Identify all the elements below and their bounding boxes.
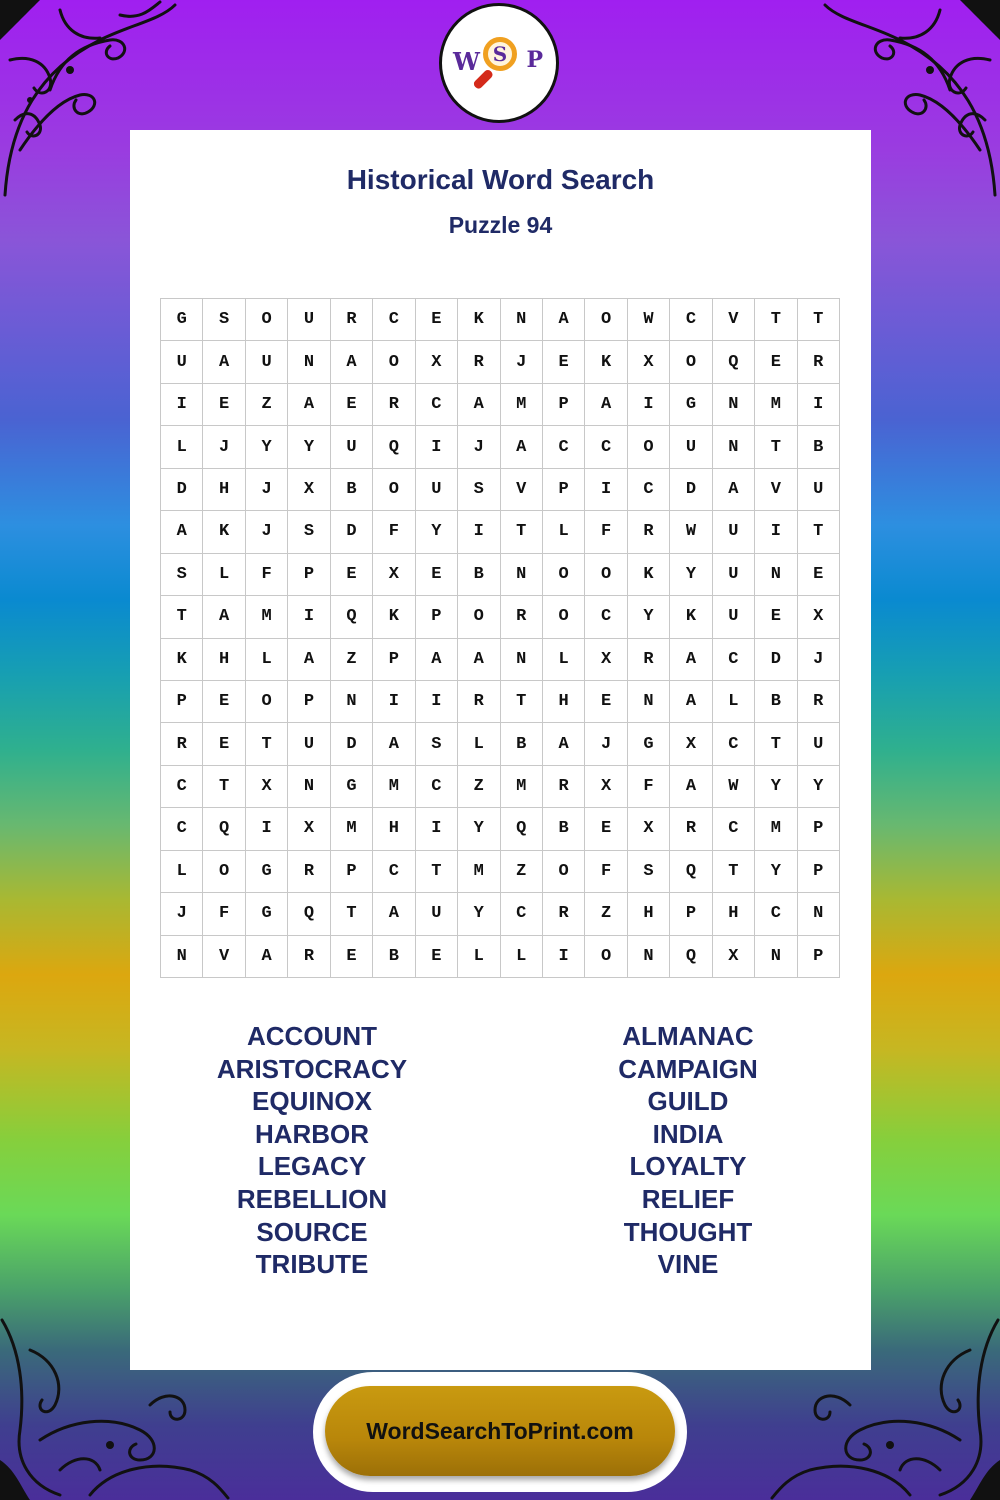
grid-cell[interactable]: D [331, 723, 373, 765]
grid-cell[interactable]: K [585, 341, 627, 383]
grid-cell[interactable]: B [501, 723, 543, 765]
puzzle-number: Puzzle 94 [448, 212, 553, 238]
grid-cell[interactable]: X [288, 469, 330, 511]
grid-cell[interactable]: K [458, 299, 500, 341]
site-link-button[interactable] [325, 1386, 675, 1476]
grid-cell[interactable]: R [628, 511, 670, 553]
grid-cell[interactable]: I [543, 936, 585, 978]
grid-cell[interactable]: W [670, 511, 712, 553]
grid-cell[interactable]: J [246, 511, 288, 553]
grid-cell[interactable]: U [288, 723, 330, 765]
grid-cell[interactable]: F [373, 511, 415, 553]
grid-cell[interactable]: R [798, 341, 840, 383]
grid-cell[interactable]: U [416, 469, 458, 511]
grid-cell[interactable]: I [373, 681, 415, 723]
word-list-item: RELIEF [641, 1183, 735, 1214]
grid-cell[interactable]: E [331, 384, 373, 426]
word-list-item: LEGACY [257, 1151, 367, 1182]
logo-letter-w: W [453, 47, 480, 76]
grid-cell[interactable]: L [543, 511, 585, 553]
grid-cell[interactable]: Q [713, 341, 755, 383]
grid-cell[interactable]: W [628, 299, 670, 341]
grid-cell[interactable]: B [458, 554, 500, 596]
grid-cell[interactable]: O [628, 426, 670, 468]
grid-cell[interactable]: A [501, 426, 543, 468]
grid-cell[interactable]: L [161, 851, 203, 893]
grid-cell[interactable]: L [161, 426, 203, 468]
word-list-item: HARBOR [254, 1118, 370, 1149]
grid-cell[interactable]: I [416, 681, 458, 723]
grid-cell[interactable]: E [331, 554, 373, 596]
grid-cell[interactable]: I [798, 384, 840, 426]
grid-cell[interactable]: J [585, 723, 627, 765]
grid-cell[interactable]: G [670, 384, 712, 426]
grid-cell[interactable]: C [755, 893, 797, 935]
grid-cell[interactable]: P [373, 639, 415, 681]
grid-cell[interactable]: Y [670, 554, 712, 596]
grid-cell[interactable]: P [798, 851, 840, 893]
grid-cell[interactable]: J [203, 426, 245, 468]
grid-cell[interactable]: Q [331, 596, 373, 638]
grid-cell[interactable]: Z [458, 766, 500, 808]
grid-cell[interactable]: Q [670, 851, 712, 893]
grid-cell[interactable]: A [331, 341, 373, 383]
grid-cell[interactable]: U [288, 299, 330, 341]
grid-cell[interactable]: J [458, 426, 500, 468]
grid-cell[interactable]: O [585, 299, 627, 341]
grid-cell[interactable]: J [246, 469, 288, 511]
grid-cell[interactable]: N [798, 893, 840, 935]
grid-cell[interactable]: X [585, 766, 627, 808]
grid-cell[interactable]: E [585, 808, 627, 850]
grid-cell[interactable]: T [798, 511, 840, 553]
word-list-item: GUILD [647, 1086, 729, 1117]
grid-cell[interactable]: N [331, 681, 373, 723]
grid-cell[interactable]: D [331, 511, 373, 553]
grid-cell[interactable]: E [798, 554, 840, 596]
grid-cell[interactable]: A [246, 936, 288, 978]
magnifier-logo-icon [449, 33, 549, 93]
grid-cell[interactable]: T [755, 426, 797, 468]
grid-cell[interactable]: M [755, 384, 797, 426]
grid-cell[interactable]: P [543, 384, 585, 426]
grid-cell[interactable]: N [288, 341, 330, 383]
grid-cell[interactable]: I [585, 469, 627, 511]
grid-cell[interactable]: H [203, 639, 245, 681]
grid-cell[interactable]: N [713, 384, 755, 426]
grid-cell[interactable]: C [161, 766, 203, 808]
grid-cell[interactable]: U [713, 511, 755, 553]
grid-cell[interactable]: U [246, 341, 288, 383]
grid-cell[interactable]: E [416, 936, 458, 978]
grid-cell[interactable]: Y [755, 851, 797, 893]
grid-cell[interactable]: X [628, 808, 670, 850]
grid-cell[interactable]: P [798, 936, 840, 978]
grid-cell[interactable]: K [373, 596, 415, 638]
grid-cell[interactable]: O [585, 554, 627, 596]
grid-cell[interactable]: O [585, 936, 627, 978]
grid-cell[interactable]: H [543, 681, 585, 723]
grid-cell[interactable]: C [373, 299, 415, 341]
grid-cell[interactable]: N [501, 299, 543, 341]
grid-cell[interactable]: E [755, 596, 797, 638]
grid-cell[interactable]: L [501, 936, 543, 978]
grid-cell[interactable]: A [543, 723, 585, 765]
grid-cell[interactable]: F [203, 893, 245, 935]
grid-cell[interactable]: F [585, 851, 627, 893]
grid-cell[interactable]: T [331, 893, 373, 935]
grid-cell[interactable]: D [755, 639, 797, 681]
grid-cell[interactable]: I [288, 596, 330, 638]
grid-cell[interactable]: B [331, 469, 373, 511]
grid-cell[interactable]: P [331, 851, 373, 893]
grid-cell[interactable]: U [798, 723, 840, 765]
grid-cell[interactable]: T [203, 766, 245, 808]
grid-cell[interactable]: E [755, 341, 797, 383]
page-title: Historical Word Search [346, 164, 655, 195]
grid-cell[interactable]: M [331, 808, 373, 850]
grid-cell[interactable]: E [203, 681, 245, 723]
grid-cell[interactable]: C [713, 723, 755, 765]
logo-letter-p: P [526, 47, 543, 73]
grid-cell[interactable]: C [628, 469, 670, 511]
grid-cell[interactable]: P [288, 554, 330, 596]
grid-cell[interactable]: P [543, 469, 585, 511]
word-list-item: INDIA [652, 1118, 724, 1149]
grid-cell[interactable]: Y [755, 766, 797, 808]
grid-cell[interactable]: L [203, 554, 245, 596]
grid-cell[interactable]: G [246, 851, 288, 893]
logo-letter-s: S [483, 37, 517, 71]
grid-cell[interactable]: R [331, 299, 373, 341]
grid-cell[interactable]: R [798, 681, 840, 723]
grid-cell[interactable]: X [416, 341, 458, 383]
grid-cell[interactable]: X [713, 936, 755, 978]
grid-cell[interactable]: P [670, 893, 712, 935]
grid-cell[interactable]: C [416, 766, 458, 808]
grid-cell[interactable]: U [713, 554, 755, 596]
grid-cell[interactable]: O [543, 554, 585, 596]
grid-cell[interactable]: A [670, 681, 712, 723]
grid-cell[interactable]: A [203, 341, 245, 383]
grid-cell[interactable]: N [628, 936, 670, 978]
grid-cell[interactable]: O [373, 469, 415, 511]
grid-cell[interactable]: Y [246, 426, 288, 468]
word-list-item: LOYALTY [629, 1151, 747, 1182]
grid-cell[interactable]: R [670, 808, 712, 850]
grid-cell[interactable]: V [713, 299, 755, 341]
grid-cell[interactable]: Y [458, 808, 500, 850]
grid-cell[interactable]: F [628, 766, 670, 808]
grid-cell[interactable]: P [161, 681, 203, 723]
grid-cell[interactable]: X [246, 766, 288, 808]
grid-cell[interactable]: C [713, 808, 755, 850]
grid-cell[interactable]: Q [203, 808, 245, 850]
puzzle-card [130, 130, 871, 1370]
grid-cell[interactable]: E [416, 299, 458, 341]
grid-cell[interactable]: H [373, 808, 415, 850]
grid-cell[interactable]: C [585, 426, 627, 468]
grid-cell[interactable]: A [373, 723, 415, 765]
grid-cell[interactable]: N [288, 766, 330, 808]
grid-cell[interactable]: Y [416, 511, 458, 553]
grid-cell[interactable]: Z [501, 851, 543, 893]
word-list-item: ALMANAC [622, 1021, 754, 1051]
grid-cell[interactable]: R [458, 681, 500, 723]
grid-cell[interactable]: H [203, 469, 245, 511]
grid-cell[interactable]: N [501, 639, 543, 681]
grid-cell[interactable]: B [798, 426, 840, 468]
grid-cell[interactable]: G [161, 299, 203, 341]
site-logo[interactable] [439, 3, 559, 123]
grid-cell[interactable]: Z [246, 384, 288, 426]
grid-cell[interactable]: K [670, 596, 712, 638]
grid-cell[interactable]: X [670, 723, 712, 765]
grid-cell[interactable]: S [458, 469, 500, 511]
grid-cell[interactable]: Y [458, 893, 500, 935]
grid-cell[interactable]: C [416, 384, 458, 426]
grid-cell[interactable]: R [501, 596, 543, 638]
grid-cell[interactable]: I [416, 808, 458, 850]
grid-cell[interactable]: H [628, 893, 670, 935]
grid-cell[interactable]: J [798, 639, 840, 681]
grid-cell[interactable]: I [628, 384, 670, 426]
grid-cell[interactable]: R [288, 936, 330, 978]
grid-cell[interactable]: X [798, 596, 840, 638]
grid-cell[interactable]: A [458, 384, 500, 426]
word-list-item: EQUINOX [252, 1086, 372, 1117]
grid-cell[interactable]: T [246, 723, 288, 765]
grid-cell[interactable]: B [543, 808, 585, 850]
grid-cell[interactable]: S [628, 851, 670, 893]
grid-cell[interactable]: J [501, 341, 543, 383]
grid-cell[interactable]: Y [628, 596, 670, 638]
site-link-text: WordSearchToPrint.com [366, 1417, 634, 1444]
grid-cell[interactable]: L [458, 723, 500, 765]
grid-cell[interactable]: T [755, 299, 797, 341]
grid-cell[interactable]: S [203, 299, 245, 341]
grid-cell[interactable]: P [416, 596, 458, 638]
grid-cell[interactable]: X [585, 639, 627, 681]
grid-cell[interactable]: K [161, 639, 203, 681]
word-list-item: VINE [657, 1249, 719, 1280]
grid-cell[interactable]: J [161, 893, 203, 935]
grid-cell[interactable]: P [288, 681, 330, 723]
grid-cell[interactable]: A [670, 639, 712, 681]
grid-cell[interactable]: Q [373, 426, 415, 468]
grid-cell[interactable]: I [458, 511, 500, 553]
grid-cell[interactable]: O [246, 681, 288, 723]
grid-cell[interactable]: Q [501, 808, 543, 850]
grid-cell[interactable]: A [203, 596, 245, 638]
grid-cell[interactable]: P [798, 808, 840, 850]
grid-cell[interactable]: C [543, 426, 585, 468]
grid-cell[interactable]: T [713, 851, 755, 893]
grid-cell[interactable]: O [246, 299, 288, 341]
grid-cell[interactable]: O [458, 596, 500, 638]
grid-cell[interactable]: C [585, 596, 627, 638]
grid-cell[interactable]: G [246, 893, 288, 935]
grid-cell[interactable]: Y [288, 426, 330, 468]
grid-cell[interactable]: R [543, 893, 585, 935]
grid-cell[interactable]: N [628, 681, 670, 723]
grid-cell[interactable]: C [501, 893, 543, 935]
grid-cell[interactable]: S [288, 511, 330, 553]
grid-cell[interactable]: M [458, 851, 500, 893]
grid-cell[interactable]: E [331, 936, 373, 978]
grid-cell[interactable]: M [501, 766, 543, 808]
grid-cell[interactable]: U [798, 469, 840, 511]
grid-cell[interactable]: K [628, 554, 670, 596]
word-list-item: SOURCE [256, 1216, 368, 1247]
grid-cell[interactable]: F [585, 511, 627, 553]
grid-cell[interactable]: A [288, 639, 330, 681]
grid-cell[interactable]: Z [585, 893, 627, 935]
grid-cell[interactable]: O [373, 341, 415, 383]
grid-cell[interactable]: M [246, 596, 288, 638]
grid-cell[interactable]: R [373, 384, 415, 426]
grid-cell[interactable]: O [670, 341, 712, 383]
grid-cell[interactable]: T [501, 681, 543, 723]
grid-cell[interactable]: L [458, 936, 500, 978]
grid-cell[interactable]: T [798, 299, 840, 341]
grid-cell[interactable]: M [755, 808, 797, 850]
grid-cell[interactable]: C [161, 808, 203, 850]
grid-cell[interactable]: I [246, 808, 288, 850]
grid-cell[interactable]: A [373, 893, 415, 935]
word-list-item: TRIBUTE [255, 1249, 369, 1280]
grid-cell[interactable]: I [416, 426, 458, 468]
grid-cell[interactable]: N [161, 936, 203, 978]
grid-cell[interactable]: V [203, 936, 245, 978]
grid-cell[interactable]: X [628, 341, 670, 383]
word-list-item: REBELLION [236, 1183, 388, 1214]
grid-cell[interactable]: E [203, 384, 245, 426]
grid-cell[interactable]: S [416, 723, 458, 765]
grid-cell[interactable]: F [246, 554, 288, 596]
grid-cell[interactable]: I [755, 511, 797, 553]
word-list-item: ACCOUNT [247, 1021, 377, 1051]
grid-cell[interactable]: K [203, 511, 245, 553]
grid-cell[interactable]: N [501, 554, 543, 596]
grid-cell[interactable]: A [458, 639, 500, 681]
grid-cell[interactable]: E [203, 723, 245, 765]
grid-cell[interactable]: M [373, 766, 415, 808]
grid-cell[interactable]: N [755, 554, 797, 596]
grid-cell[interactable]: B [755, 681, 797, 723]
grid-cell[interactable]: C [670, 299, 712, 341]
grid-cell[interactable]: M [501, 384, 543, 426]
grid-cell[interactable]: Y [798, 766, 840, 808]
grid-cell[interactable]: T [755, 723, 797, 765]
grid-cell[interactable]: X [288, 808, 330, 850]
letter-grid [160, 298, 840, 978]
grid-cell[interactable]: R [161, 723, 203, 765]
word-list-item: ARISTOCRACY [216, 1053, 408, 1084]
grid-cell[interactable]: V [501, 469, 543, 511]
grid-cell[interactable]: A [416, 639, 458, 681]
grid-cell[interactable]: X [373, 554, 415, 596]
grid-cell[interactable]: A [288, 384, 330, 426]
grid-cell[interactable]: R [543, 766, 585, 808]
grid-cell[interactable]: Q [288, 893, 330, 935]
grid-cell[interactable]: B [373, 936, 415, 978]
grid-cell[interactable]: Z [331, 639, 373, 681]
grid-cell[interactable]: T [416, 851, 458, 893]
grid-cell[interactable]: T [161, 596, 203, 638]
word-list-right [538, 1020, 838, 1281]
grid-cell[interactable]: U [416, 893, 458, 935]
grid-cell[interactable]: L [713, 681, 755, 723]
grid-cell[interactable]: N [755, 936, 797, 978]
grid-cell[interactable]: A [585, 384, 627, 426]
grid-cell[interactable]: E [543, 341, 585, 383]
grid-cell[interactable]: C [373, 851, 415, 893]
grid-cell[interactable]: G [331, 766, 373, 808]
grid-cell[interactable]: S [161, 554, 203, 596]
grid-cell[interactable]: A [670, 766, 712, 808]
grid-cell[interactable]: R [458, 341, 500, 383]
grid-cell[interactable]: H [713, 893, 755, 935]
grid-cell[interactable]: N [713, 426, 755, 468]
grid-cell[interactable]: L [246, 639, 288, 681]
grid-cell[interactable]: U [713, 596, 755, 638]
grid-cell[interactable]: G [628, 723, 670, 765]
grid-cell[interactable]: D [161, 469, 203, 511]
grid-cell[interactable]: C [713, 639, 755, 681]
grid-cell[interactable]: U [331, 426, 373, 468]
grid-cell[interactable]: W [713, 766, 755, 808]
grid-cell[interactable]: A [543, 299, 585, 341]
grid-cell[interactable]: E [416, 554, 458, 596]
grid-cell[interactable]: D [670, 469, 712, 511]
grid-cell[interactable]: O [543, 851, 585, 893]
word-list-item: CAMPAIGN [618, 1053, 758, 1084]
grid-cell[interactable]: R [628, 639, 670, 681]
grid-cell[interactable]: O [543, 596, 585, 638]
footer-banner [313, 1372, 687, 1492]
grid-cell[interactable]: A [713, 469, 755, 511]
grid-cell[interactable]: A [161, 511, 203, 553]
grid-cell[interactable]: U [670, 426, 712, 468]
grid-cell[interactable]: L [543, 639, 585, 681]
grid-cell[interactable]: E [585, 681, 627, 723]
grid-cell[interactable]: V [755, 469, 797, 511]
word-list-left [162, 1020, 462, 1281]
grid-cell[interactable]: Q [670, 936, 712, 978]
grid-cell[interactable]: I [161, 384, 203, 426]
grid-cell[interactable]: T [501, 511, 543, 553]
grid-cell[interactable]: O [203, 851, 245, 893]
word-list-item: THOUGHT [623, 1216, 753, 1247]
grid-cell[interactable]: U [161, 341, 203, 383]
grid-cell[interactable]: R [288, 851, 330, 893]
